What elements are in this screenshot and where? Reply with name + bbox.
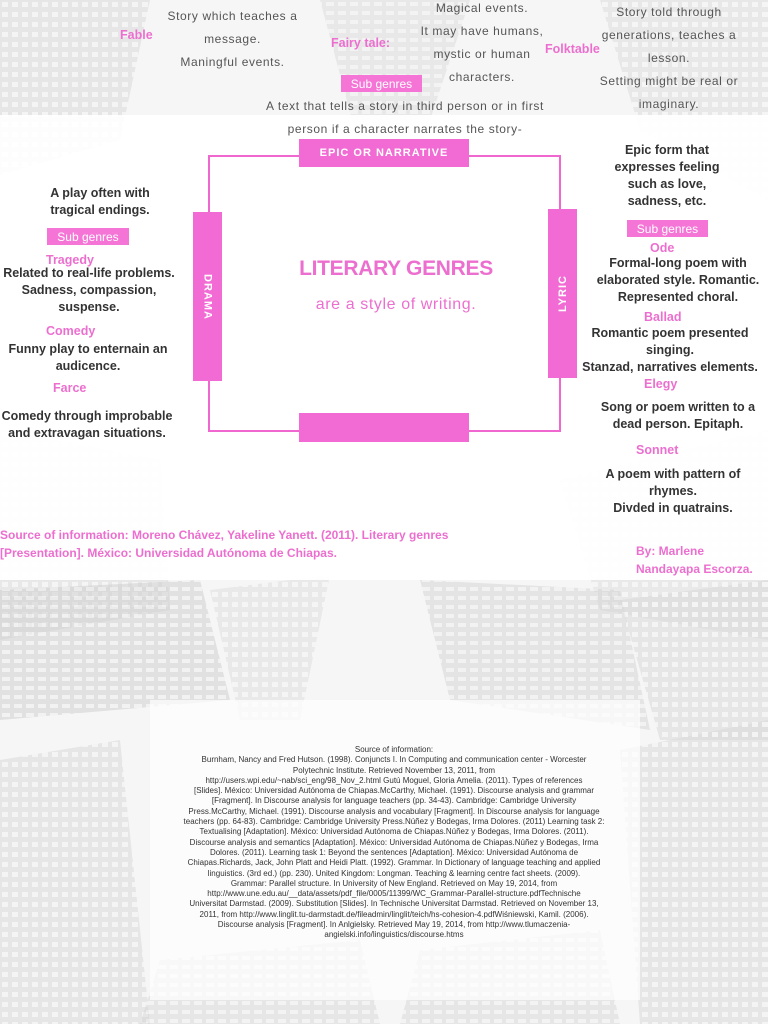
tragedy-label: Tragedy [46,253,94,267]
lyric-sub-genres-tag: Sub genres [627,220,708,237]
fairy-tale-label: Fairy tale: [331,36,391,50]
lyric-definition-line: sadness, etc. [627,194,707,208]
reference-line: Polytechnic Institute. Retrieved November 13, 2011, from [292,765,496,775]
ode-text-line: elaborated style. Romantic. [596,273,760,287]
lyric-definition [596,142,738,210]
lyric-definition-line: Epic form that [624,143,710,157]
author-credit [636,542,768,578]
tragedy-text-line: Related to real-life problems. [3,266,175,280]
drama-definition-line: A play often with [50,186,150,200]
lyric-bar [548,209,577,378]
fairy-tale-text-line: It may have humans, [420,24,544,38]
reference-line: http://www.une.edu.au/__data/assets/pdf_file/0005/11399/WC_Grammar-Parallel-structure.pdfTechnische [207,889,581,899]
reference-line: Textualising [Adaptation]. México: Universidad Autónoma de Chiapas.Núñez y Bodegas, Irma Dolores. (2011). [199,827,589,837]
elegy-text-line: Song or poem written to a [600,400,756,414]
ode-text-line: Represented choral. [617,290,739,304]
elegy-text [592,399,764,433]
epic-sub-genres-tag: Sub genres [341,75,422,92]
folktable-text-line: generations, teaches a [601,28,737,42]
reference-line: angielski.info/linguistics/discourse.htms [324,930,464,940]
lyric-definition-line: such as love, [627,177,707,191]
central-frame [208,155,561,432]
fable-text-line: Maningful events. [180,55,285,69]
tragedy-text-line: Sadness, compassion, [21,283,157,297]
sonnet-label: Sonnet [636,443,679,457]
folktable-label: Folktable [545,42,600,56]
epic-definition-line: person if a character narrates the story- [287,122,523,136]
source-citation [0,526,520,562]
reference-line: 2011, from http://www.linglit.tu-darmstadt.de/fileadmin/linglit/teich/hs-cohesion-4.pdfWiśniewski, Kamil. (2006). [199,909,589,919]
folktable-text-line: lesson. [647,51,691,65]
comedy-text-line: Funny play to enternain an [8,342,168,356]
ballad-text-line: singing. [646,343,694,357]
reference-line: teachers (pp. 64-83). Cambridge: Cambridge University Press.Núñez y Bodegas, Irma Dolores. (2011) Learning task 2: [183,817,605,827]
comedy-label: Comedy [46,324,96,338]
folktable-text-line: imaginary. [638,97,700,111]
elegy-label: Elegy [644,377,678,391]
tragedy-text [0,265,180,316]
epic-definition [250,95,560,141]
sonnet-text [590,466,756,517]
epic-bar-label: EPIC OR NARRATIVE [319,147,449,159]
fable-label: Fable [120,28,153,42]
tragedy-text-line: suspense. [58,300,120,314]
page-title: LITERARY GENRES [299,257,493,280]
reference-line: Source of information: [354,745,434,754]
lyric-definition-line: expresses feeling [614,160,720,174]
comedy-text-line: audicence. [55,359,121,373]
reference-line: Press.McCarthy, Michael. (1991). Discourse analysis and vocabulary [Fragment]. In Discourse analysis for language [188,806,600,816]
reference-line: linguistics. (3rd ed.) (pp. 230). United Kingdom: Longman. Teaching & learning centre fact sheets. (2009). [207,868,581,878]
fairy-tale-text [412,0,552,89]
reference-line: Chiapas.Richards, Jack, John Platt and Heidi Platt. (1992). Grammar. In Dictionary of language teaching and applied [187,858,601,868]
references [168,745,620,941]
fairy-tale-text-line: characters. [449,70,515,84]
fable-text [160,5,305,74]
reference-line: Universitat Darmstad. (2009). Substitution [Slides]. In Technische Universitat Darmstad. Retrieved on November 13, [189,899,599,909]
author-credit-line: By: Marlene [636,544,705,558]
ode-text [588,255,768,306]
drama-bar-label: DRAMA [201,273,214,320]
ode-text-line: Formal-long poem with [609,256,747,270]
sonnet-text-line: Divded in quatrains. [613,501,733,515]
fable-text-line: message. [204,32,261,46]
fairy-tale-text-line: Magical events. [435,1,529,15]
bottom-bar [299,413,469,442]
source-citation-line: Source of information: Moreno Chávez, Yakeline Yanett. (2011). Literary genres [0,528,449,542]
fairy-tale-text-line: mystic or human [433,47,531,61]
folktable-text-line: Story told through [616,5,722,19]
sonnet-text-line: A poem with pattern of [605,467,741,481]
drama-sub-genres-tag: Sub genres [47,228,129,245]
ballad-text-line: Romantic poem presented [591,326,749,340]
folktable-text [580,1,758,116]
farce-text-line: and extravagan situations. [8,426,166,440]
farce-text-line: Comedy through improbable [1,409,173,423]
author-credit-line: Nandayapa Escorza. [636,562,753,576]
comedy-text [0,341,176,375]
drama-bar [193,212,222,381]
drama-definition-line: tragical endings. [50,203,150,217]
epic-bar [299,139,469,167]
epic-definition-line: A text that tells a story in third person or in first [266,99,544,113]
reference-line: Burnham, Nancy and Fred Hutson. (1998). Conjuncts I. In Computing and communication center - Worcester [201,755,587,765]
reference-line: [Fragment]. In Discourse analysis for language teachers (pp. 34-43). Cambridge: Cambridge University [211,796,577,806]
elegy-text-line: dead person. Epitaph. [612,417,744,431]
reference-line: Discourse analysis [Fragment]. In Anlgielsky. Retrieved May 19, 2014, from http://www.tlumaczenia- [217,920,571,930]
ballad-text [578,325,762,376]
fable-text-line: Story which teaches a [167,9,298,23]
folktable-text-line: Setting might be real or [599,74,739,88]
ballad-label: Ballad [644,310,682,324]
reference-line: Dolores. (2011). Learning task 1: Beyond the sentences [Adaptation]. México: Universidad Autónoma de [209,847,579,857]
page-subtitle: are a style of writing. [315,296,477,313]
ballad-text-line: Stanzad, narratives elements. [582,360,758,374]
farce-text [0,408,178,442]
reference-line: http://users.wpi.edu/~nab/sci_eng/98_Nov_2.html Gutú Moguel, Gloria Amelia. (2011). Types of references [205,775,583,785]
reference-line: Grammar: Parallel structure. In University of New England. Retrieved on May 19, 2014, from [230,878,558,888]
source-citation-line: [Presentation]. México: Universidad Autónoma de Chiapas. [0,546,337,560]
reference-line: Discourse analysis and semantics [Adaptation]. México: Universidad Autónoma de Chiapas.Núñez y Bodegas, Irma [189,837,599,847]
farce-label: Farce [53,381,87,395]
sonnet-text-line: rhymes. [649,484,697,498]
ode-label: Ode [650,241,675,255]
reference-line: [Slides]. México: Universidad Autónoma de Chiapas.McCarthy, Michael. (1991). Discourse analysis and grammar [193,786,595,796]
lyric-bar-label: LYRIC [556,275,569,312]
drama-definition [20,185,180,219]
